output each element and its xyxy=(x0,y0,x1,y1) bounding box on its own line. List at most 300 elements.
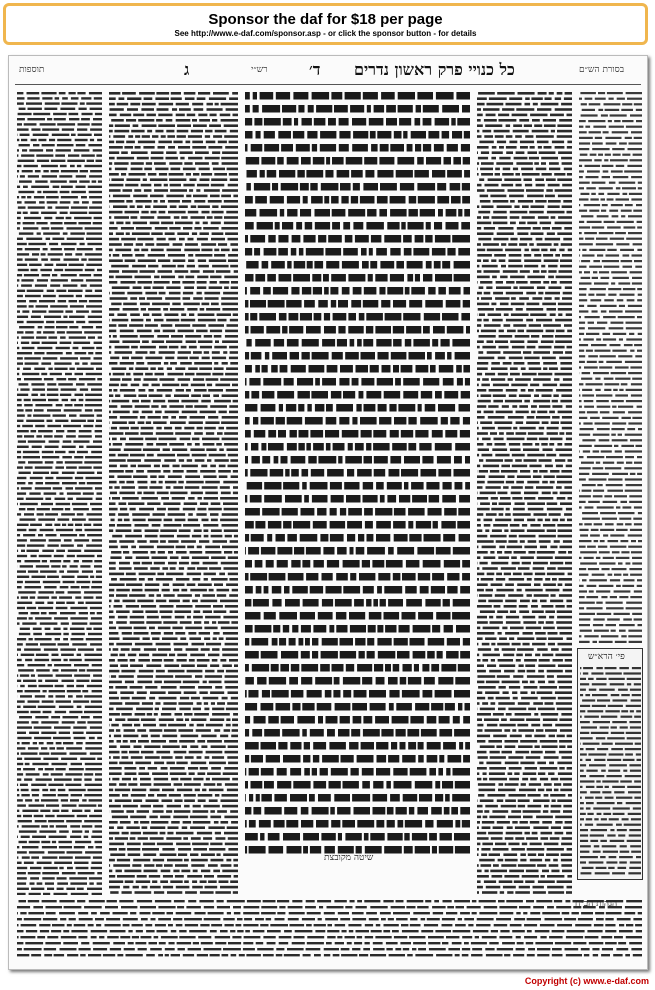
text-line-fragment xyxy=(559,119,572,122)
text-line-fragment xyxy=(162,265,176,268)
text-line-fragment xyxy=(374,456,388,464)
text-line-fragment xyxy=(419,794,432,802)
text-line-fragment xyxy=(368,274,373,282)
text-line-fragment xyxy=(552,227,562,230)
text-line-fragment xyxy=(555,816,572,819)
text-line-fragment xyxy=(157,238,166,241)
text-line-fragment xyxy=(55,451,66,453)
text-line-fragment xyxy=(62,128,74,130)
text-line-fragment xyxy=(477,637,483,640)
text-line-fragment xyxy=(134,724,140,727)
text-line-fragment xyxy=(506,616,519,619)
text-line-fragment xyxy=(312,768,317,776)
text-line-fragment xyxy=(412,495,427,503)
text-line-fragment xyxy=(525,486,533,489)
text-line-fragment xyxy=(164,184,168,187)
text-line-fragment xyxy=(188,157,202,160)
text-line-fragment xyxy=(44,648,58,650)
text-line-fragment xyxy=(92,893,102,895)
text-line-fragment xyxy=(221,119,238,122)
text-line-fragment xyxy=(27,544,45,546)
text-line-fragment xyxy=(361,352,376,360)
text-line-fragment xyxy=(85,768,102,770)
text-line-fragment xyxy=(168,508,180,511)
text-line-fragment xyxy=(66,435,76,437)
text-line-fragment xyxy=(125,556,132,559)
text-line-fragment xyxy=(544,259,559,262)
text-line-fragment xyxy=(38,768,43,770)
text-line-fragment xyxy=(461,391,470,399)
text-line-fragment xyxy=(69,451,75,453)
text-line-fragment xyxy=(566,405,572,408)
text-line-fragment xyxy=(168,826,179,829)
text-line-fragment xyxy=(251,755,263,763)
text-line-fragment xyxy=(493,211,507,214)
text-line-fragment xyxy=(560,778,572,781)
text-line-fragment xyxy=(484,519,493,522)
text-line-fragment xyxy=(491,157,496,160)
text-line-fragment xyxy=(396,170,413,178)
text-line-fragment xyxy=(512,454,525,457)
text-line-fragment xyxy=(445,703,455,711)
text-line-fragment xyxy=(508,265,523,268)
text-line-fragment xyxy=(204,875,214,878)
text-line-fragment xyxy=(75,524,82,526)
text-line-fragment xyxy=(21,487,32,489)
text-line-fragment xyxy=(207,103,213,106)
text-line-fragment xyxy=(17,92,23,94)
text-line-fragment xyxy=(376,534,390,542)
sponsor-subtitle[interactable]: See http://www.e-daf.com/sponsor.asp - or click the sponsor button - for details xyxy=(174,29,477,38)
text-line-fragment xyxy=(478,686,496,689)
text-line-fragment xyxy=(303,755,310,763)
text-line-fragment xyxy=(120,821,131,824)
text-line-fragment xyxy=(291,456,306,464)
text-line-fragment xyxy=(338,729,350,737)
text-line-fragment xyxy=(245,833,258,841)
text-line-fragment xyxy=(511,313,529,316)
text-line-fragment xyxy=(93,524,102,526)
text-line-fragment xyxy=(518,864,536,867)
text-line-fragment xyxy=(115,789,130,792)
text-line-fragment xyxy=(396,729,406,737)
text-line-fragment xyxy=(59,830,68,832)
text-line-fragment xyxy=(491,837,503,840)
text-line-fragment xyxy=(179,205,188,208)
text-line-fragment xyxy=(587,361,597,363)
text-line-fragment xyxy=(224,508,238,511)
text-line-fragment xyxy=(128,783,137,786)
text-line-fragment xyxy=(130,740,136,743)
text-line-fragment xyxy=(579,210,587,212)
text-line-fragment xyxy=(531,605,538,608)
text-line-fragment xyxy=(331,768,348,776)
text-line-fragment xyxy=(142,135,150,138)
text-line-fragment xyxy=(528,508,544,511)
text-line-fragment xyxy=(203,697,219,700)
text-line-fragment xyxy=(193,810,209,813)
text-line-fragment xyxy=(120,362,134,365)
text-line-fragment xyxy=(88,258,102,260)
text-line-fragment xyxy=(526,627,542,630)
text-line-fragment xyxy=(189,637,201,640)
text-line-fragment xyxy=(28,664,46,666)
text-line-fragment xyxy=(491,259,496,262)
text-line-fragment xyxy=(142,103,156,106)
text-line-fragment xyxy=(191,492,203,495)
text-line-fragment xyxy=(147,114,156,117)
text-line-fragment xyxy=(45,102,60,104)
text-line-fragment xyxy=(528,540,537,543)
text-line-fragment xyxy=(369,248,373,256)
text-line-fragment xyxy=(481,297,492,300)
text-line-fragment xyxy=(524,659,537,662)
text-line-fragment xyxy=(67,685,74,687)
text-line-fragment xyxy=(524,178,532,181)
text-line-fragment xyxy=(541,249,547,252)
text-line-fragment xyxy=(177,130,189,133)
text-line-fragment xyxy=(435,235,451,243)
text-line-fragment xyxy=(398,404,415,412)
text-line-fragment xyxy=(533,227,541,230)
text-line-fragment xyxy=(203,681,207,684)
text-line-fragment xyxy=(496,281,503,284)
text-line-fragment xyxy=(34,368,45,370)
text-line-fragment xyxy=(56,825,67,827)
text-line-fragment xyxy=(144,648,156,651)
text-line-fragment xyxy=(190,826,205,829)
text-line-fragment xyxy=(519,243,527,246)
text-line-fragment xyxy=(17,477,26,479)
text-line-fragment xyxy=(482,346,496,349)
text-line-fragment xyxy=(117,740,122,743)
text-line-fragment xyxy=(126,373,130,376)
text-line-fragment xyxy=(124,146,133,149)
text-line-fragment xyxy=(531,691,535,694)
text-line-fragment xyxy=(109,772,122,775)
text-line-fragment xyxy=(579,170,584,172)
text-line-fragment xyxy=(148,767,157,770)
text-line-fragment xyxy=(283,521,291,529)
text-line-fragment xyxy=(311,196,323,204)
text-line-fragment xyxy=(61,102,77,104)
text-line-fragment xyxy=(85,253,102,255)
text-line-fragment xyxy=(245,469,248,477)
text-line-fragment xyxy=(147,362,161,365)
text-line-fragment xyxy=(488,740,502,743)
text-line-fragment xyxy=(527,481,539,484)
text-line-fragment xyxy=(116,232,124,235)
text-line-fragment xyxy=(20,685,25,687)
text-line-fragment xyxy=(507,330,516,333)
text-line-fragment xyxy=(134,821,139,824)
text-line-fragment xyxy=(207,740,222,743)
text-line-fragment xyxy=(58,794,69,796)
text-line-fragment xyxy=(535,443,539,446)
text-line-fragment xyxy=(225,643,238,646)
text-line-fragment xyxy=(263,378,281,386)
text-line-fragment xyxy=(340,716,350,724)
text-line-fragment xyxy=(79,446,84,448)
text-line-fragment xyxy=(357,469,372,477)
text-line-fragment xyxy=(54,118,66,120)
text-line-fragment xyxy=(390,248,400,256)
text-line-fragment xyxy=(550,600,563,603)
text-line-fragment xyxy=(580,154,588,156)
text-line-fragment xyxy=(17,373,19,375)
text-line-fragment xyxy=(201,853,215,856)
text-line-fragment xyxy=(93,440,102,442)
text-line-fragment xyxy=(192,886,203,889)
text-line-fragment xyxy=(392,716,409,724)
text-line-fragment xyxy=(439,729,452,737)
text-line-fragment xyxy=(65,773,82,775)
text-line-fragment xyxy=(229,357,238,360)
text-line-fragment xyxy=(74,217,92,219)
text-line-fragment xyxy=(183,681,200,684)
text-line-fragment xyxy=(592,148,609,150)
text-line-fragment xyxy=(71,638,84,640)
text-line-fragment xyxy=(54,893,68,895)
text-line-fragment xyxy=(35,659,50,661)
text-line-fragment xyxy=(66,217,72,219)
text-line-fragment xyxy=(159,351,175,354)
text-line-fragment xyxy=(555,254,560,257)
text-line-fragment xyxy=(202,486,218,489)
text-line-fragment xyxy=(17,851,27,853)
text-line-fragment xyxy=(109,805,121,808)
text-line-fragment xyxy=(311,391,328,399)
text-line-fragment xyxy=(179,416,187,419)
text-line-fragment xyxy=(109,373,111,376)
text-line-fragment xyxy=(421,391,432,399)
text-line-fragment xyxy=(313,781,326,789)
text-line-fragment xyxy=(112,400,130,403)
text-line-fragment xyxy=(68,498,73,500)
text-line-fragment xyxy=(477,670,486,673)
text-line-fragment xyxy=(126,232,130,235)
text-line-fragment xyxy=(397,651,410,659)
text-line-fragment xyxy=(477,643,478,646)
text-line-fragment xyxy=(579,333,584,335)
text-line-fragment xyxy=(74,862,88,864)
text-line-fragment xyxy=(163,702,176,705)
text-line-fragment xyxy=(482,454,493,457)
text-line-fragment xyxy=(36,336,47,338)
text-line-fragment xyxy=(454,690,470,698)
text-line-fragment xyxy=(179,567,184,570)
text-line-fragment xyxy=(176,114,185,117)
text-line-fragment xyxy=(46,804,59,806)
text-line-fragment xyxy=(199,632,210,635)
text-line-fragment xyxy=(28,700,40,702)
text-line-fragment xyxy=(465,456,470,464)
text-line-fragment xyxy=(115,124,130,127)
text-line-fragment xyxy=(313,755,319,763)
text-line-fragment xyxy=(23,186,28,188)
text-line-fragment xyxy=(17,581,23,583)
text-line-fragment xyxy=(261,742,277,750)
text-line-fragment xyxy=(27,414,31,416)
text-line-fragment xyxy=(109,454,116,457)
text-line-fragment xyxy=(140,805,151,808)
text-line-fragment xyxy=(188,238,194,241)
text-line-fragment xyxy=(155,130,163,133)
text-line-fragment xyxy=(506,135,513,138)
text-line-fragment xyxy=(255,625,272,633)
text-line-fragment xyxy=(89,815,102,817)
text-line-fragment xyxy=(31,721,38,723)
text-line-fragment xyxy=(485,805,498,808)
text-line-fragment xyxy=(420,417,438,425)
text-line-fragment xyxy=(228,259,238,262)
text-line-fragment xyxy=(205,886,218,889)
text-line-fragment xyxy=(37,347,52,349)
text-line-fragment xyxy=(633,210,642,212)
text-line-fragment xyxy=(120,691,134,694)
text-line-fragment xyxy=(17,737,31,739)
text-line-fragment xyxy=(508,843,519,846)
text-line-fragment xyxy=(125,184,138,187)
text-line-fragment xyxy=(44,586,56,588)
text-line-fragment xyxy=(150,691,166,694)
text-line-fragment xyxy=(33,628,42,630)
sponsor-banner[interactable] xyxy=(3,3,648,45)
text-line-fragment xyxy=(254,716,266,724)
text-line-fragment xyxy=(80,388,88,390)
text-line-fragment xyxy=(24,123,37,125)
text-line-fragment xyxy=(535,654,540,657)
sponsor-title[interactable]: Sponsor the daf for $18 per page xyxy=(208,11,443,28)
text-line-fragment xyxy=(634,103,642,105)
text-line-fragment xyxy=(422,664,429,672)
text-line-fragment xyxy=(80,357,90,359)
text-line-fragment xyxy=(225,686,238,689)
text-line-fragment xyxy=(195,789,200,792)
text-line-fragment xyxy=(522,205,529,208)
text-line-fragment xyxy=(112,816,128,819)
text-line-fragment xyxy=(415,144,421,152)
text-line-fragment xyxy=(477,497,488,500)
text-line-fragment xyxy=(524,400,530,403)
text-line-fragment xyxy=(247,482,262,490)
text-line-fragment xyxy=(552,578,557,581)
text-line-fragment xyxy=(192,119,197,122)
text-line-fragment xyxy=(335,703,351,711)
text-line-fragment xyxy=(618,355,632,357)
text-line-fragment xyxy=(63,425,81,427)
text-line-fragment xyxy=(27,92,40,94)
text-line-fragment xyxy=(40,622,58,624)
text-line-fragment xyxy=(335,599,352,607)
text-line-fragment xyxy=(424,534,441,542)
text-line-fragment xyxy=(109,205,110,208)
text-line-fragment xyxy=(130,621,145,624)
text-line-fragment xyxy=(528,794,541,797)
text-line-fragment xyxy=(23,227,38,229)
text-line-fragment xyxy=(563,378,572,381)
text-line-fragment xyxy=(477,259,481,262)
text-line-fragment xyxy=(42,846,57,848)
text-line-fragment xyxy=(178,378,190,381)
text-line-fragment xyxy=(164,313,178,316)
text-line-fragment xyxy=(74,149,90,151)
text-line-fragment xyxy=(110,357,119,360)
text-line-fragment xyxy=(70,305,84,307)
text-line-fragment xyxy=(629,142,643,144)
text-line-fragment xyxy=(439,846,453,854)
text-line-fragment xyxy=(560,362,572,365)
text-line-fragment xyxy=(245,443,248,451)
text-line-fragment xyxy=(109,859,115,862)
text-line-fragment xyxy=(342,430,359,438)
text-line-fragment xyxy=(499,637,507,640)
text-line-fragment xyxy=(637,288,642,290)
text-line-fragment xyxy=(64,539,72,541)
text-line-fragment xyxy=(350,573,356,581)
text-line-fragment xyxy=(293,781,310,789)
text-line-fragment xyxy=(477,659,481,662)
text-line-fragment xyxy=(71,191,86,193)
text-line-fragment xyxy=(477,675,495,678)
text-line-fragment xyxy=(437,820,453,828)
text-line-fragment xyxy=(491,378,505,381)
text-line-fragment xyxy=(17,368,20,370)
text-line-fragment xyxy=(477,627,480,630)
text-line-fragment xyxy=(608,120,612,122)
text-line-fragment xyxy=(191,864,204,867)
text-line-fragment xyxy=(583,338,593,340)
text-line-fragment xyxy=(208,880,217,883)
text-line-fragment xyxy=(492,151,503,154)
text-line-fragment xyxy=(478,448,489,451)
text-line-fragment xyxy=(109,826,114,829)
text-line-fragment xyxy=(637,316,642,318)
text-line-fragment xyxy=(542,173,552,176)
text-line-fragment xyxy=(555,821,562,824)
text-line-fragment xyxy=(67,227,83,229)
text-line-fragment xyxy=(79,274,91,276)
text-line-fragment xyxy=(489,816,505,819)
text-line-fragment xyxy=(109,594,114,597)
text-line-fragment xyxy=(38,706,56,708)
text-line-fragment xyxy=(447,170,462,178)
text-line-fragment xyxy=(17,721,29,723)
text-line-fragment xyxy=(542,481,548,484)
text-line-fragment xyxy=(30,867,41,869)
text-line-fragment xyxy=(513,124,522,127)
text-line-fragment xyxy=(63,742,73,744)
text-line-fragment xyxy=(224,432,238,435)
text-line-fragment xyxy=(193,805,201,808)
text-line-fragment xyxy=(204,621,209,624)
text-line-fragment xyxy=(520,556,534,559)
text-line-fragment xyxy=(433,521,438,529)
text-line-fragment xyxy=(198,205,210,208)
text-line-fragment xyxy=(492,810,508,813)
text-line-fragment xyxy=(579,126,583,128)
text-line-fragment xyxy=(71,206,88,208)
text-line-fragment xyxy=(168,254,185,257)
text-line-fragment xyxy=(625,204,633,206)
text-line-fragment xyxy=(229,411,238,414)
text-line-fragment xyxy=(477,389,486,392)
text-line-fragment xyxy=(499,880,513,883)
text-line-fragment xyxy=(601,210,606,212)
text-line-fragment xyxy=(281,716,294,724)
text-line-fragment xyxy=(516,162,532,165)
text-line-fragment xyxy=(616,187,621,189)
